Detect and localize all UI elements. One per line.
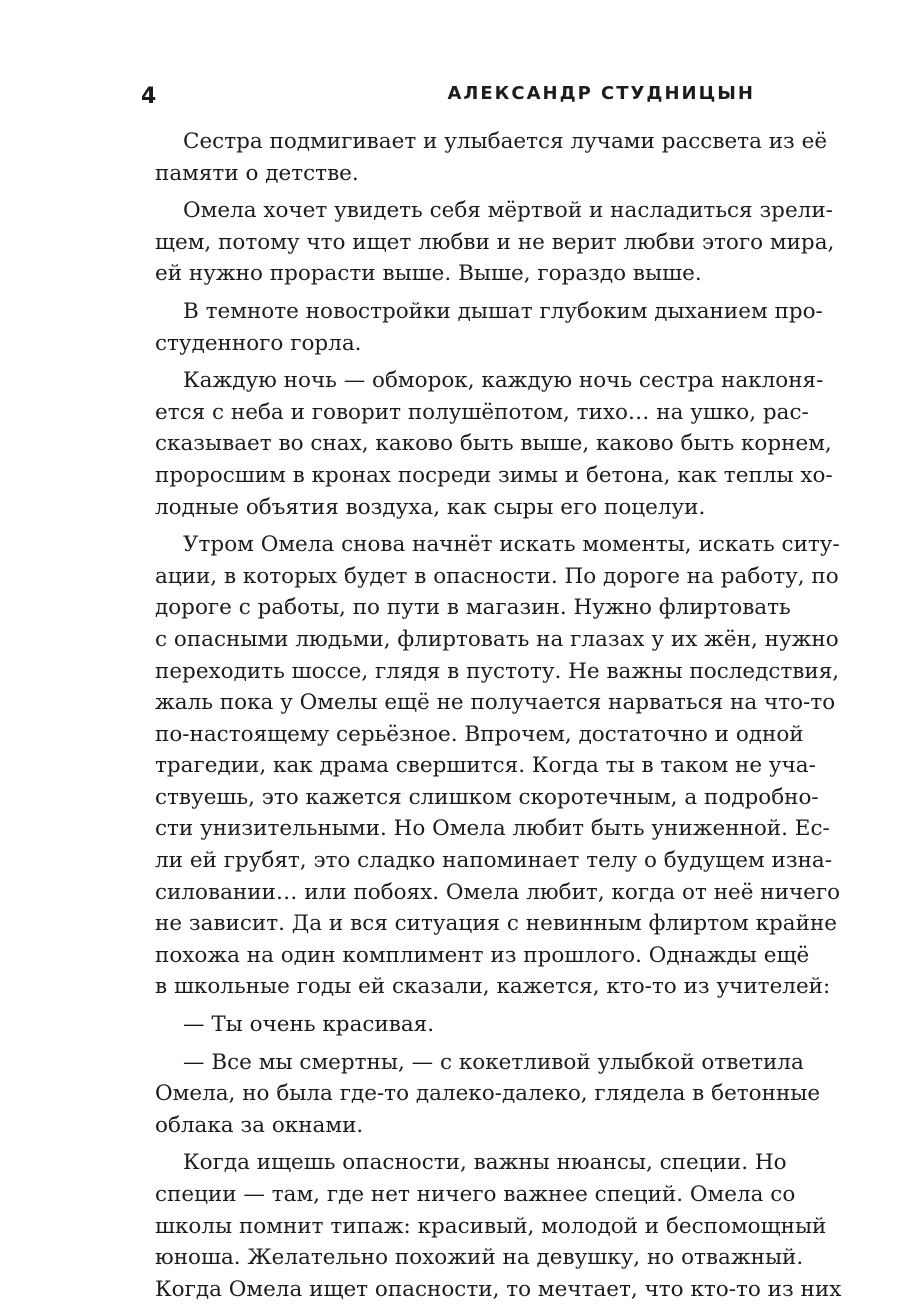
text-line: щем, потому что ищет любви и не верит любви этого мира,	[155, 229, 835, 255]
text-line: лодные объятия воздуха, как сыры его поцелуи.	[155, 494, 706, 520]
text-line: Сестра подмигивает и улыбается лучами рассвета из её	[183, 129, 828, 154]
page-number: 4	[141, 84, 157, 109]
text-line: жаль пока у Омелы ещё не получается нарваться на что-то	[155, 690, 836, 716]
text-line: дороге с работы, по пути в магазин. Нужно флиртовать	[155, 595, 791, 621]
paragraph	[155, 1047, 821, 1142]
paragraph	[155, 296, 823, 359]
text-line: памяти о детстве.	[155, 160, 359, 186]
text-line: проросшим в кронах посреди зимы и бетона, как теплы хо-	[155, 462, 833, 488]
text-line: ется с неба и говорит полушёпотом, тихо… на ушко, рас-	[155, 399, 809, 425]
paragraph	[155, 365, 833, 523]
text-line: Омела хочет увидеть себя мёртвой и насладиться зрели-	[183, 198, 833, 224]
paragraph	[155, 1009, 755, 1041]
text-line: Каждую ночь — обморок, каждую ночь сестра наклоня-	[183, 368, 824, 394]
text-line: в школьные годы ей сказали, кажется, кто-то из учителей:	[155, 974, 831, 1000]
text-line: сказывает во снах, каково быть выше, каково быть корнем,	[155, 431, 832, 457]
text-line: по-настоящему серьёзное. Впрочем, достаточно и одной	[155, 721, 804, 747]
text-line: не зависит. Да и вся ситуация с невинным флиртом крайне	[155, 911, 837, 937]
text-line: В темноте новостройки дышат глубоким дыханием про-	[183, 298, 823, 324]
text-line: ствуешь, это кажется слишком скоротечным, а подробно-	[155, 784, 819, 810]
running-head-author: АЛЕКСАНДР СТУДНИЦЫН	[447, 83, 755, 104]
text-line: ли ей грубят, это сладко напоминает телу о будущем изна-	[155, 848, 832, 874]
text-line: Когда Омела ищет опасности, то мечтает, что кто-то из них	[155, 1276, 842, 1302]
text-line: переходить шоссе, глядя в пустоту. Не важны последствия,	[155, 658, 840, 684]
text-line: школы помнит типаж: красивый, молодой и беспомощный	[155, 1213, 827, 1239]
text-line: студенного горла.	[155, 330, 362, 356]
text-line: — Все мы смертны, — с кокетливой улыбкой ответила	[183, 1049, 804, 1075]
text-line: юноша. Желательно похожий на девушку, но отважный.	[155, 1245, 804, 1271]
text-line: — Ты очень красивая.	[183, 1012, 435, 1038]
text-line: ации, в которых будет в опасности. По дороге на работу, по	[155, 563, 839, 589]
paragraph	[155, 1147, 842, 1305]
text-line: специи — там, где нет ничего важнее специй. Омела со	[155, 1182, 796, 1207]
body-text	[155, 126, 842, 1311]
paragraph	[155, 195, 835, 290]
text-line: ей нужно прорасти выше. Выше, гораздо выше.	[155, 261, 702, 287]
text-line: похожа на один комплимент из прошлого. Однажды ещё	[155, 942, 810, 968]
paragraph	[155, 126, 828, 189]
text-line: Утром Омела снова начнёт искать моменты, искать ситу-	[183, 532, 840, 558]
text-line: с опасными людьми, флиртовать на глазах у их жён, нужно	[155, 626, 839, 652]
text-line: облака за окнами.	[155, 1112, 364, 1138]
text-line: Когда ищешь опасности, важны нюансы, специи. Но	[183, 1150, 787, 1176]
paragraph	[155, 529, 841, 1003]
text-line: сти унизительными. Но Омела любит быть униженной. Ес-	[155, 816, 830, 842]
text-line: Омела, но была где-то далеко-далеко, глядела в бетонные	[155, 1081, 821, 1107]
text-line: трагедии, как драма свершится. Когда ты в таком не уча-	[155, 753, 816, 779]
text-line: силовании… или побоях. Омела любит, когда от неё ничего	[155, 879, 841, 905]
